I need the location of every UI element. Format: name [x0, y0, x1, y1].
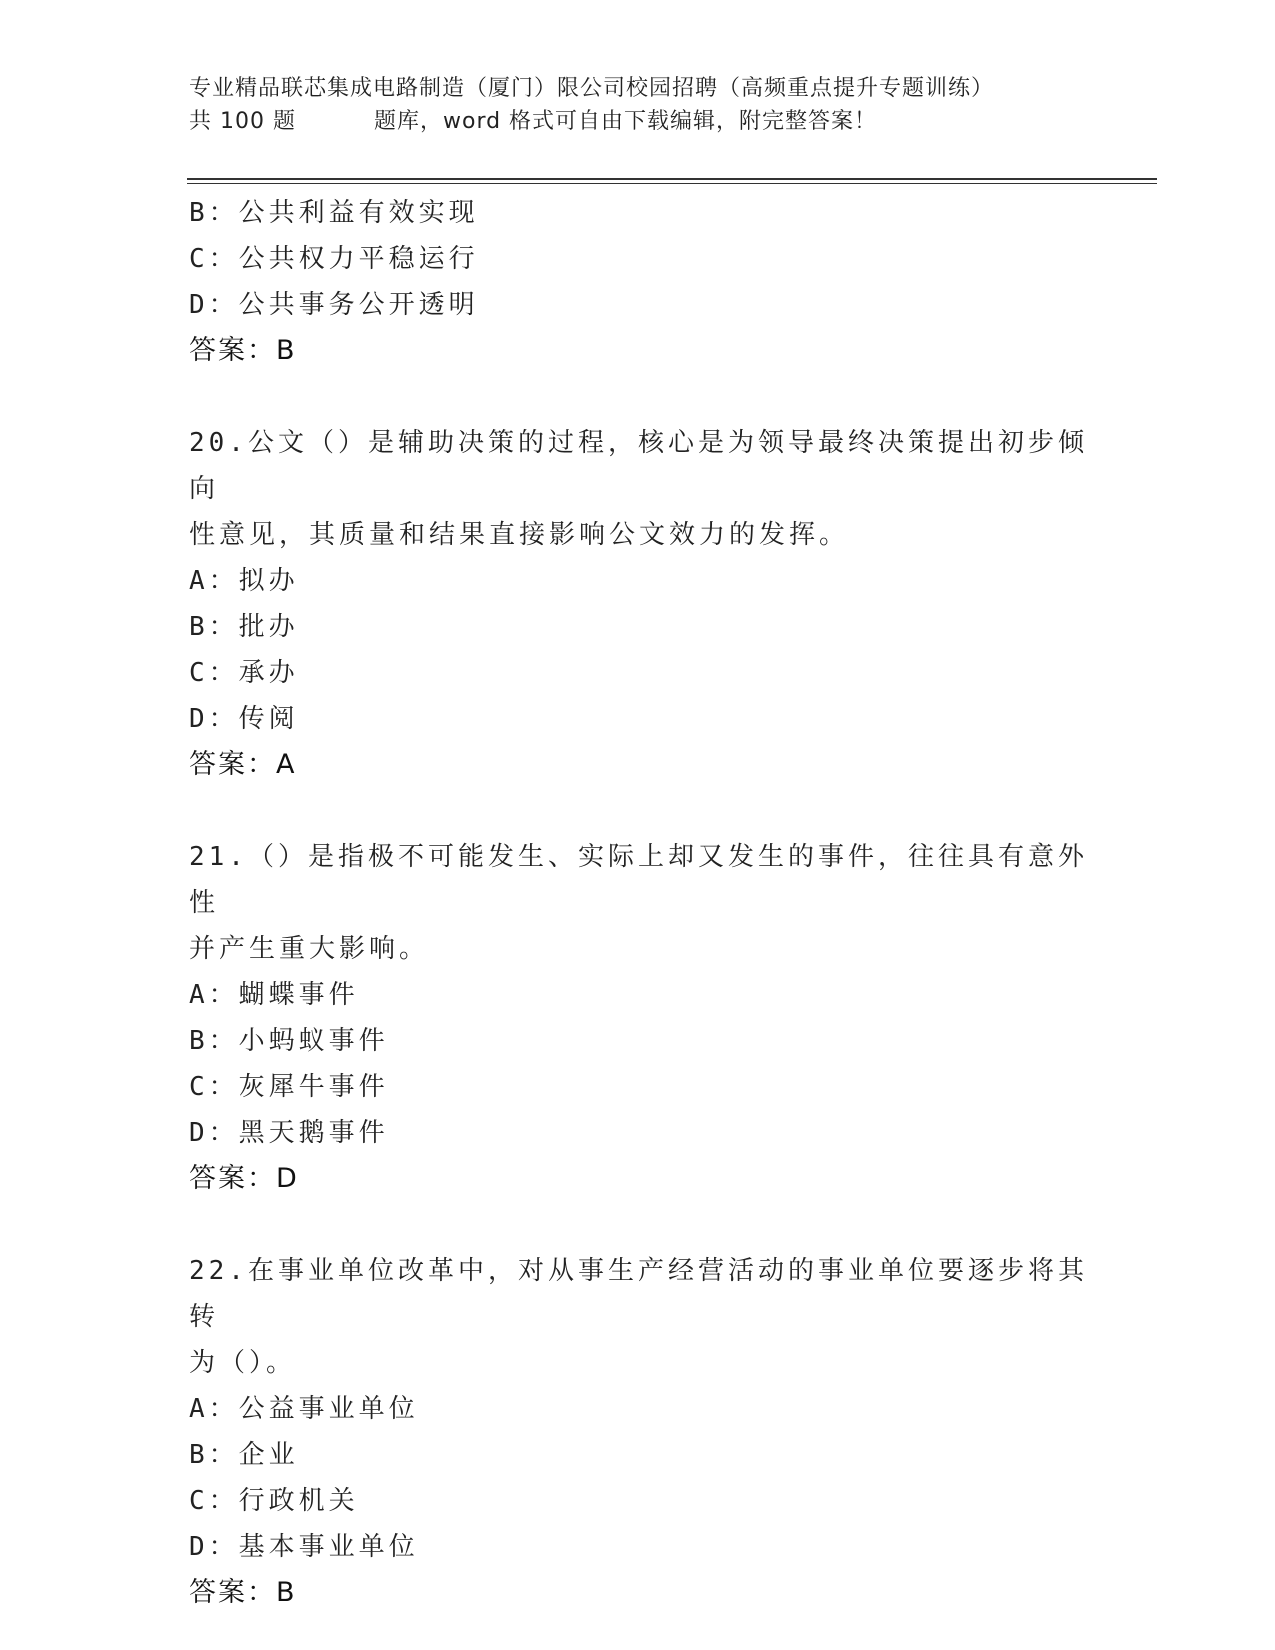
answer-line: 答案：B — [189, 1577, 297, 1608]
option-a: A：公益事业单位 — [189, 1394, 419, 1424]
option-b: B：公共利益有效实现 — [189, 198, 479, 228]
option-b: B：小蚂蚁事件 — [189, 1026, 389, 1056]
question-stem: 20.公文（）是辅助决策的过程，核心是为领导最终决策提出初步倾向 — [189, 428, 1088, 504]
question-count: 共 100 题 — [189, 109, 296, 134]
question-stem-cont: 为（）。 — [189, 1348, 297, 1378]
header-divider-thick — [187, 178, 1157, 180]
question-stem-cont: 性意见，其质量和结果直接影响公文效力的发挥。 — [189, 520, 850, 550]
option-a: A：蝴蝶事件 — [189, 980, 359, 1010]
document-body — [189, 190, 1089, 1616]
page-header — [189, 72, 1149, 138]
header-description: 题库，word 格式可自由下载编辑，附完整答案！ — [373, 109, 878, 134]
question-22 — [189, 1248, 1089, 1616]
header-title-line: 专业精品联芯集成电路制造（厦门）限公司校园招聘（高频重点提升专题训练） — [189, 76, 995, 101]
answer-line: 答案：A — [189, 749, 297, 780]
option-a: A：拟办 — [189, 566, 299, 596]
option-b: B：批办 — [189, 612, 299, 642]
question-20 — [189, 420, 1089, 788]
answer-line: 答案：D — [189, 1163, 299, 1194]
option-c: C：公共权力平稳运行 — [189, 244, 479, 274]
question-19-partial — [189, 190, 1089, 374]
question-21 — [189, 834, 1089, 1202]
question-stem: 21.（）是指极不可能发生、实际上却又发生的事件，往往具有意外性 — [189, 842, 1088, 918]
option-c: C：承办 — [189, 658, 299, 688]
option-d: D：传阅 — [189, 704, 299, 734]
header-subtitle-line — [189, 105, 1149, 138]
answer-line: 答案：B — [189, 335, 297, 366]
option-d: D：基本事业单位 — [189, 1532, 419, 1562]
option-d: D：公共事务公开透明 — [189, 290, 479, 320]
option-b: B：企业 — [189, 1440, 299, 1470]
option-c: C：灰犀牛事件 — [189, 1072, 389, 1102]
header-divider-thin — [187, 183, 1157, 184]
option-d: D：黑天鹅事件 — [189, 1118, 389, 1148]
option-c: C：行政机关 — [189, 1486, 359, 1516]
question-stem-cont: 并产生重大影响。 — [189, 934, 430, 964]
question-stem: 22.在事业单位改革中，对从事生产经营活动的事业单位要逐步将其转 — [189, 1256, 1088, 1332]
